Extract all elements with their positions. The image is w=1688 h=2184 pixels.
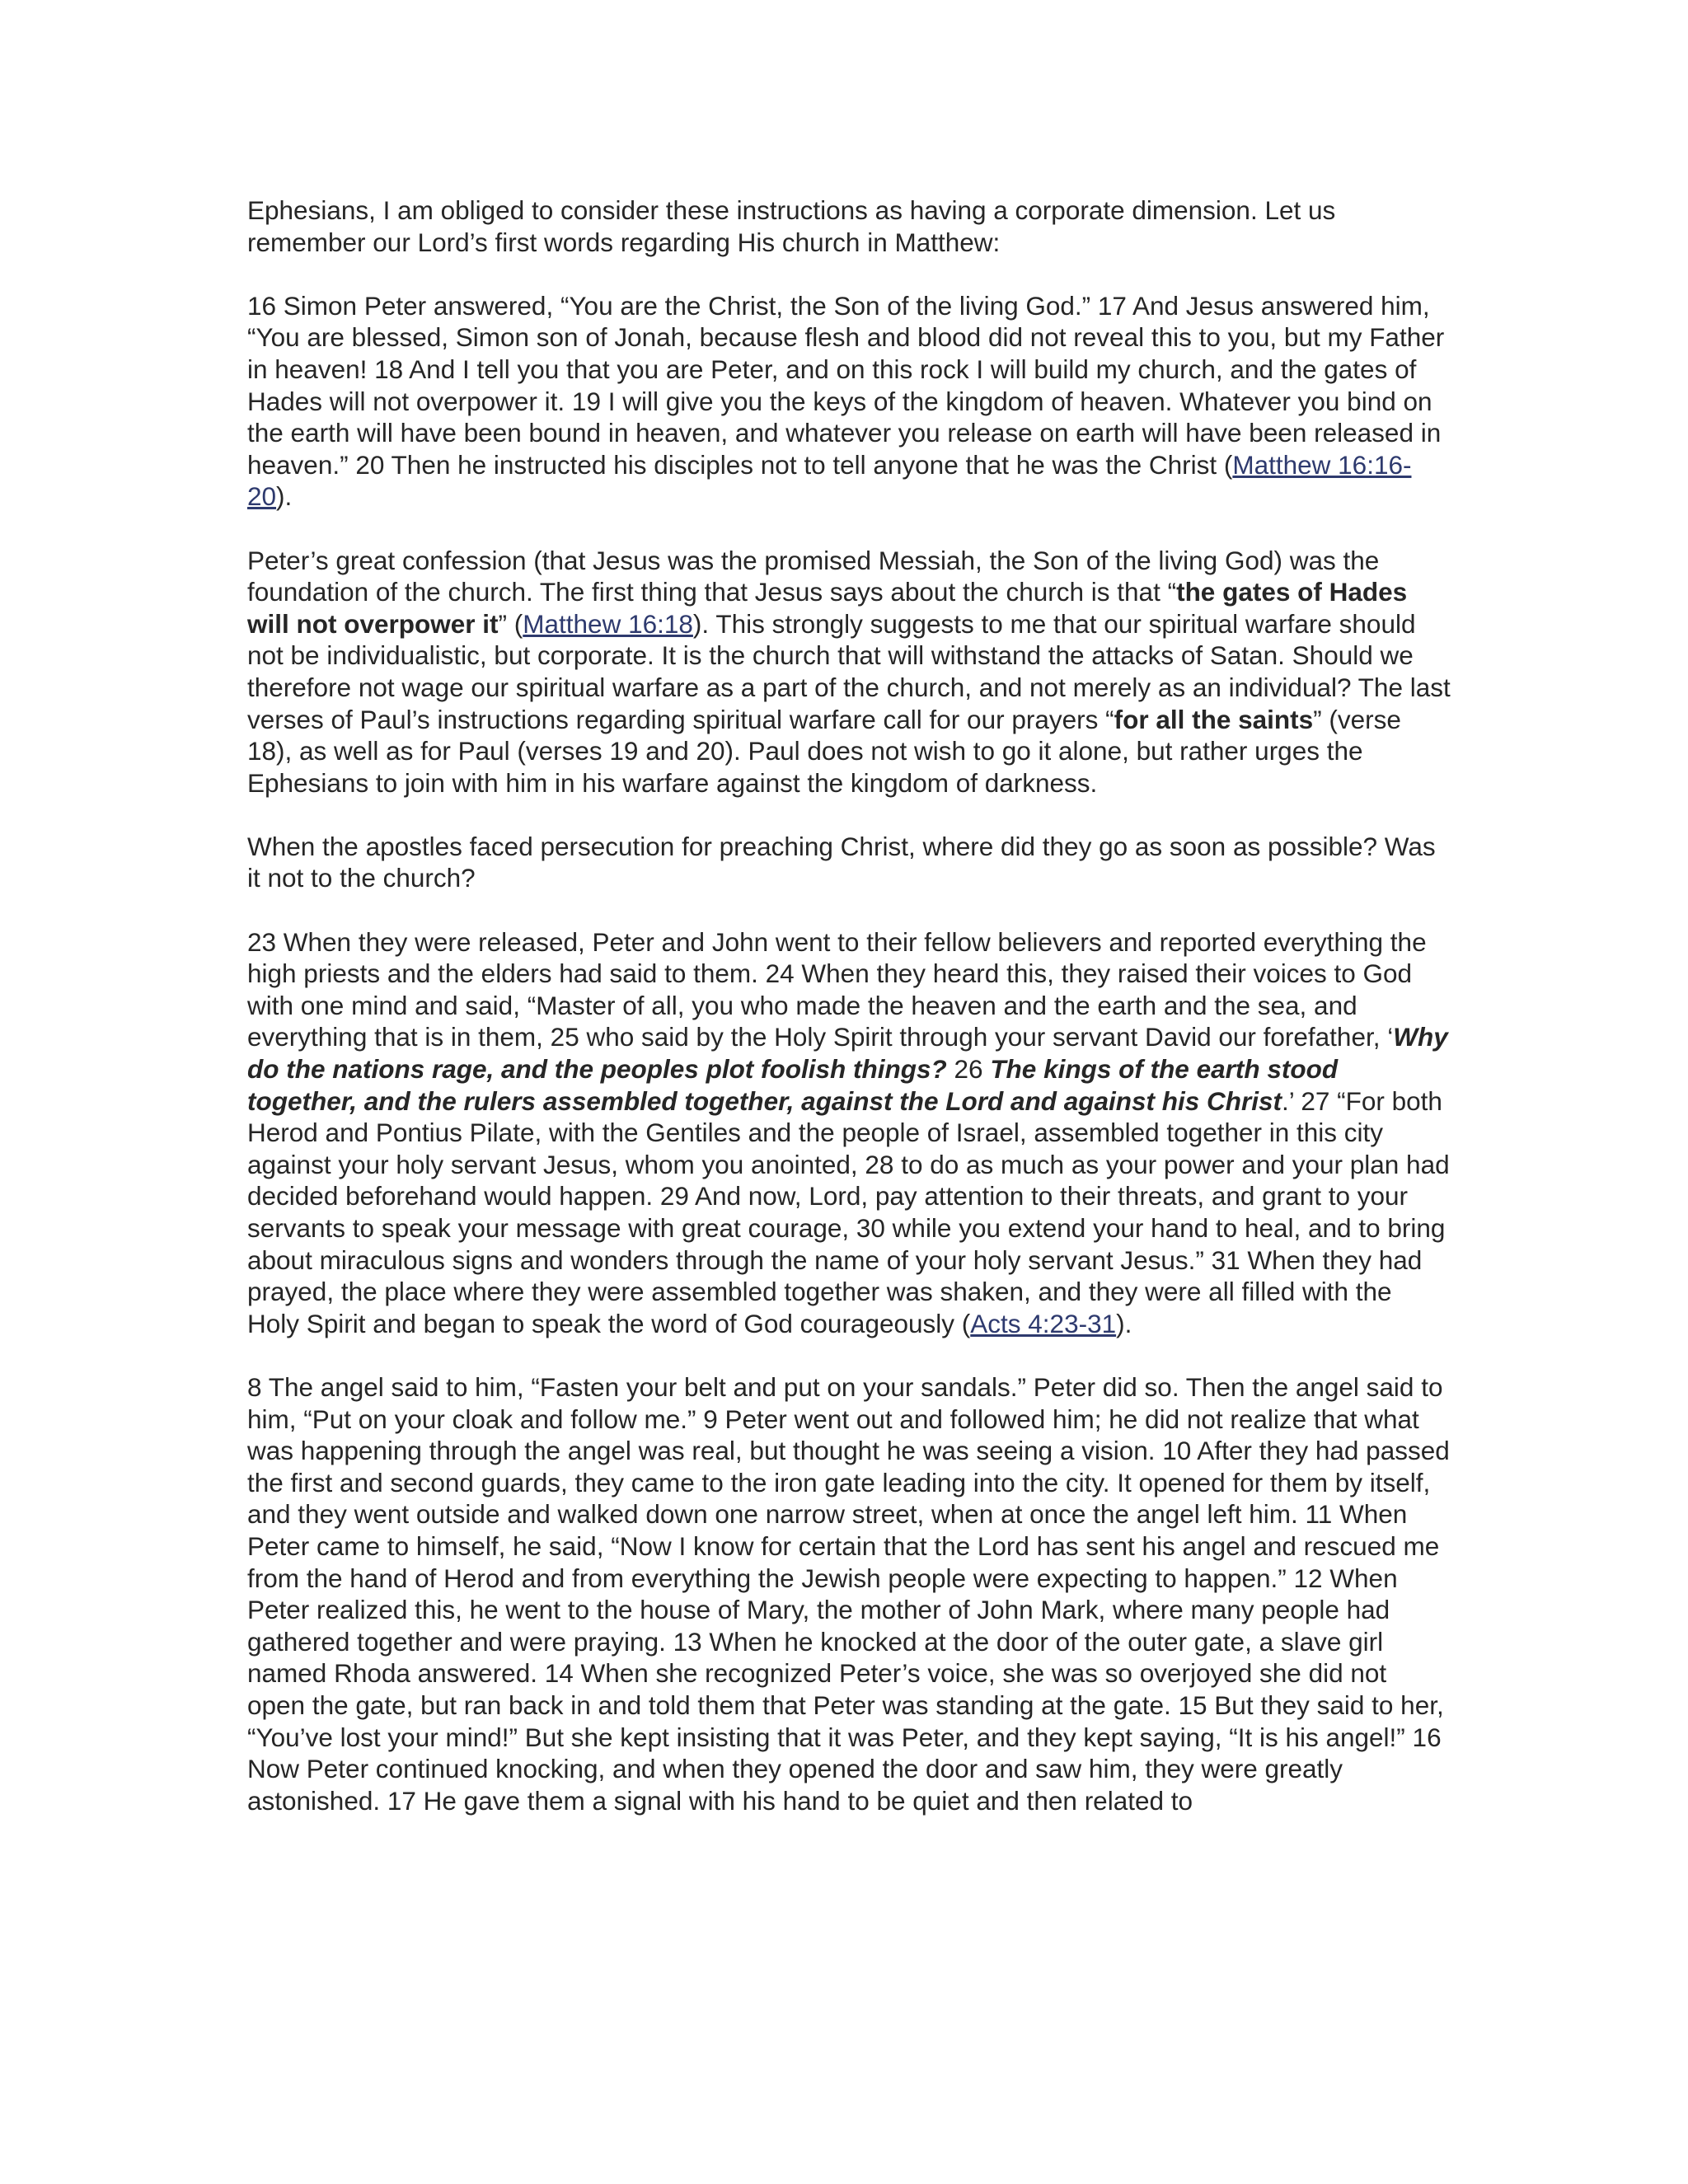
confession-paragraph [247,545,1451,799]
acts-quote-close: ). [1116,1308,1132,1338]
acts-4-23-31-link[interactable]: Acts 4:23-31 [970,1308,1117,1338]
apostles-paragraph [247,831,1451,894]
document-page [247,194,1451,1816]
all-the-saints-bold: for all the saints [1114,704,1314,734]
acts-12-quote-text: 8 The angel said to him, “Fasten your belt and put on your sandals.” Peter did so. Then the angel said to him, “Put on your cloak and follow me.” 9 Peter went out and followed him; he did not realize that what was happening through the angel was real, but thought he was seeing a vision. 10 After they had passed the first and second guards, they came to the iron gate leading into the city. It opened for them by itself, and they went outside and walked down one narrow street, when at once the angel left him. 11 When Peter came to himself, he said, “Now I know for certain that the Lord has sent his angel and rescued me from the hand of Herod and from everything the Jewish people were expecting to happen.” 12 When Peter realized this, he went to the house of Mary, the mother of John Mark, where many people had gathered together and were praying. 13 When he knocked at the door of the outer gate, a slave girl named Rhoda answered. 14 When she recognized Peter’s voice, she was so overjoyed she did not open the gate, but ran back in and told them that Peter was standing at the gate. 15 But they said to her, “You’ve lost your mind!” But she kept insisting that it was Peter, and they kept saying, “It is his angel!” 16 Now Peter continued knocking, and when they opened the door and saw him, they were greatly astonished. 17 He gave them a signal with his hand to be quiet and then related to [247,1371,1450,1816]
acts-quote-text-2: 26 [946,1054,991,1085]
acts-12-quote [247,1371,1451,1816]
intro-text: Ephesians, I am obliged to consider these instructions as having a corporate dimension. Let us remember our Lord’s first words regarding His church in Matthew: [247,195,1336,257]
apostles-text: When the apostles faced persecution for preaching Christ, where did they go as soon as possible? Was it not to the church? [247,831,1436,893]
acts-4-quote [247,926,1451,1340]
confession-text-2: ” ( [498,608,523,639]
confession-text-1: Peter’s great confession (that Jesus was the promised Messiah, the Son of the living God) was the foundation of the church. The first thing that Jesus says about the church is that “ [247,545,1380,607]
matthew-quote-close: ). [276,481,293,512]
matthew-16-16-20-link[interactable]: Matthew 16:16-20 [247,449,1412,512]
confession-text-4: ” (verse 18), as well as for Paul (verses 19 and 20). Paul does not wish to go it alone, but rather urges the Ephesians to join with him in his warfare against the kingdom of darkness. [247,704,1401,798]
matthew-16-18-link[interactable]: Matthew 16:18 [523,608,693,639]
acts-quote-text-3: .’ 27 “For both Herod and Pontius Pilate, with the Gentiles and the people of Israel, assembled together in this city against your holy servant Jesus, whom you anointed, 28 to do as much as your power and your plan had decided beforehand would happen. 29 And now, Lord, pay attention to their threats, and grant to your servants to speak your message with great courage, 30 while you extend your hand to heal, and to bring about miraculous signs and wonders through the name of your holy servant Jesus.” 31 When they had prayed, the place where they were assembled together was shaken, and they were all filled with the Holy Spirit and began to speak the word of God courageously ( [247,1085,1450,1338]
nations-rage-emphasis: Why do the nations rage, and the peoples plot foolish things? [247,1022,1448,1085]
kings-of-earth-emphasis: The kings of the earth stood together, and the rulers assembled together, against the Lord and against his Christ [247,1054,1339,1116]
acts-quote-text-1: 23 When they were released, Peter and John went to their fellow believers and reported everything the high priests and the elders had said to them. 24 When they heard this, they raised their voices to God with one mind and said, “Master of all, you who made the heaven and the earth and the sea, and everything that is in them, 25 who said by the Holy Spirit through your servant David our forefather, ‘ [247,926,1427,1052]
intro-paragraph [247,194,1451,258]
matthew-quote [247,290,1451,513]
matthew-quote-text: 16 Simon Peter answered, “You are the Christ, the Son of the living God.” 17 And Jesus answered him, “You are blessed, Simon son of Jonah, because flesh and blood did not reveal this to you, but my Father in heaven! 18 And I tell you that you are Peter, and on this rock I will build my church, and the gates of Hades will not overpower it. 19 I will give you the keys of the kingdom of heaven. Whatever you bind on the earth will have been bound in heaven, and whatever you release on earth will have been released in heaven.” 20 Then he instructed his disciples not to tell anyone that he was the Christ ( [247,290,1445,480]
gates-of-hades-bold: the gates of Hades will not overpower it [247,577,1408,639]
confession-text-3: ). This strongly suggests to me that our spiritual warfare should not be individualistic, but corporate. It is the church that will withstand the attacks of Satan. Should we therefore not wage our spiritual warfare as a part of the church, and not merely as an individual? The last verses of Paul’s instructions regarding spiritual warfare call for our prayers “ [247,608,1451,734]
